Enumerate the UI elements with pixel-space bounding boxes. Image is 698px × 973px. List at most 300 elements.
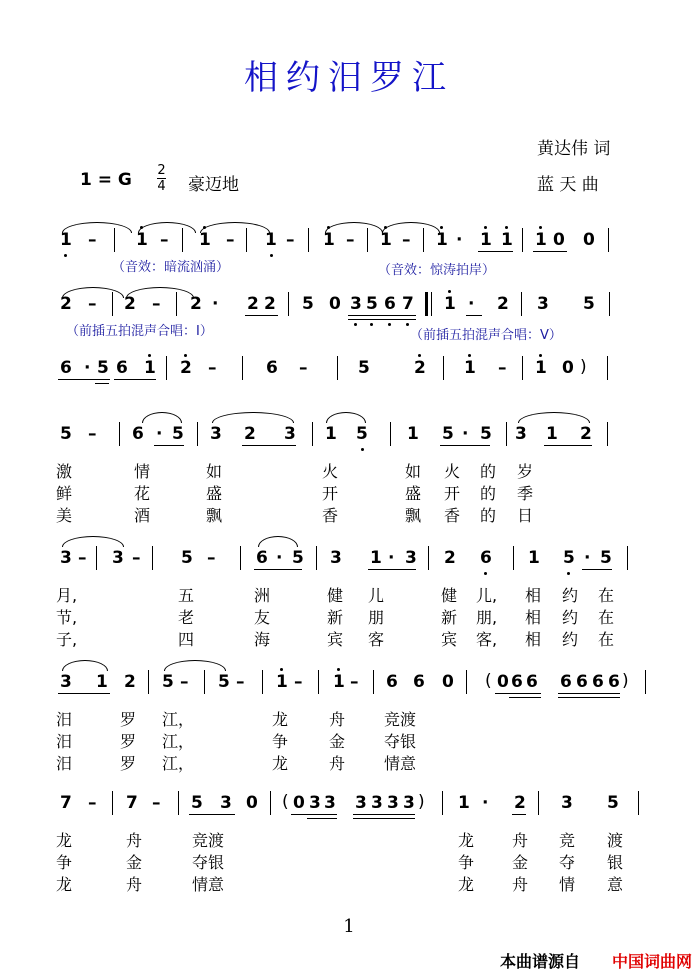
lyric: 如 (405, 462, 422, 481)
lyric: 夺银 (192, 853, 225, 872)
lyric: 渡 (607, 831, 624, 850)
lyric: 相 (525, 586, 542, 605)
slur (142, 412, 182, 423)
octave-dot (337, 668, 340, 671)
note: 1 (60, 230, 72, 250)
lyric: 舟 (329, 710, 346, 729)
lyric: 江， (162, 732, 195, 751)
note: 3 (324, 793, 336, 813)
note: – (88, 294, 97, 314)
barline (522, 228, 523, 252)
key-signature: 1 = G (80, 170, 132, 190)
annotation-chorus-1: （前插五拍混声合唱：Ⅰ） (66, 324, 213, 339)
lyric: 火 (444, 462, 461, 481)
barline (96, 546, 97, 570)
lyric: 竞 (559, 831, 576, 850)
barline (270, 791, 271, 815)
note: – (207, 548, 216, 568)
barline (152, 546, 153, 570)
lyric: 飘 (206, 506, 223, 525)
barline (337, 356, 338, 380)
note: – (88, 230, 97, 250)
tie (200, 222, 270, 233)
lyric: 友 (254, 608, 271, 627)
barline (627, 546, 628, 570)
octave-dot (370, 323, 373, 326)
lyric: 在 (598, 586, 615, 605)
note: 1 (333, 672, 345, 692)
lyric: 情意 (384, 754, 417, 773)
lyric: 的 (480, 506, 497, 525)
lyric: 舟 (126, 875, 143, 894)
lyric: 洲 (254, 586, 271, 605)
note: – (132, 548, 141, 568)
note: – (88, 793, 97, 813)
beam (509, 697, 541, 698)
note: 1 (407, 424, 419, 444)
lyric: 火 (322, 462, 339, 481)
note: – (78, 548, 87, 568)
octave-dot (388, 323, 391, 326)
lyric: 罗 (120, 732, 137, 751)
beam (348, 315, 416, 316)
note: 6 (480, 548, 492, 568)
lyric: 争 (458, 853, 475, 872)
lyric: 如 (206, 462, 223, 481)
slur (62, 660, 108, 671)
note: 6 (413, 672, 425, 692)
slur (258, 536, 298, 547)
octave-dot (484, 572, 487, 575)
octave-dot (539, 354, 542, 357)
note: 5 (218, 672, 230, 692)
note: 5 (181, 548, 193, 568)
note: 6 (526, 672, 538, 692)
lyric: 约 (562, 630, 579, 649)
tie (62, 536, 124, 547)
tie (164, 660, 226, 671)
note: 2 (190, 294, 202, 314)
barline (466, 670, 467, 694)
note: 7 (126, 793, 138, 813)
note: 1 (199, 230, 211, 250)
lyric: 龙 (458, 875, 475, 894)
note: 2 (180, 358, 192, 378)
page-title: 相约汨罗江 (244, 58, 454, 98)
beam (348, 319, 416, 320)
close-parenthesis: ) (622, 671, 629, 691)
lyric: 争 (56, 853, 73, 872)
slur (212, 412, 294, 423)
note: 5 (442, 424, 454, 444)
note: 1 (528, 548, 540, 568)
lyric: 健 (327, 586, 344, 605)
note: – (160, 230, 169, 250)
lyric: 老 (178, 608, 195, 627)
note: 2 (60, 294, 72, 314)
barline (316, 546, 317, 570)
note: 1 (276, 672, 288, 692)
beam (544, 445, 592, 446)
lyric: 花 (134, 484, 151, 503)
note: 2 (514, 793, 526, 813)
note: – (208, 358, 217, 378)
note: · (456, 230, 463, 250)
note: 3 (403, 793, 415, 813)
note: 0 (497, 672, 509, 692)
lyric: 的 (480, 484, 497, 503)
annotation-sound-effect-2: （音效：惊涛拍岸） (378, 263, 496, 278)
note: 1 (444, 294, 456, 314)
beam (466, 315, 482, 316)
lyric: 月, (56, 586, 78, 605)
tie (62, 287, 124, 298)
note: 2 (244, 424, 256, 444)
note: 5 (583, 294, 595, 314)
lyric: 竞渡 (384, 710, 417, 729)
lyric: 约 (562, 586, 579, 605)
octave-dot (539, 226, 542, 229)
octave-dot (354, 323, 357, 326)
note: 3 (112, 548, 124, 568)
note: – (180, 672, 189, 692)
note: · (84, 358, 91, 378)
lyric: 情 (559, 875, 576, 894)
note: 5 (366, 294, 378, 314)
tie (325, 222, 383, 233)
note: 5 (356, 424, 368, 444)
lyric: 龙 (272, 754, 289, 773)
lyric: 五 (178, 586, 195, 605)
note: 5 (607, 793, 619, 813)
tie (62, 222, 132, 233)
lyric: 汨 (56, 732, 73, 751)
lyric: 龙 (272, 710, 289, 729)
source-site-link[interactable]: 中国词曲网 (611, 952, 692, 971)
note: – (88, 424, 97, 444)
lyric: 岁 (517, 462, 534, 481)
note: 1 (501, 230, 513, 250)
beam (242, 445, 296, 446)
lyric: 酒 (134, 506, 151, 525)
lyric: 夺银 (384, 732, 417, 751)
lyric: 银 (607, 853, 624, 872)
lyric: 夺 (559, 853, 576, 872)
note: 2 (580, 424, 592, 444)
lyric: 开 (444, 484, 461, 503)
lyric: 新 (327, 608, 344, 627)
lyric: 汨 (56, 754, 73, 773)
annotation-sound-effect-1: （音效：暗流汹涌） (112, 260, 230, 275)
tie (138, 222, 196, 233)
note: – (402, 230, 411, 250)
lyric: 客 (368, 630, 385, 649)
octave-dot (203, 226, 206, 229)
page-number: 1 (343, 916, 355, 937)
note: 3 (330, 548, 342, 568)
barline (178, 791, 179, 815)
lyric: 相 (525, 630, 542, 649)
note: 0 (293, 793, 305, 813)
beam (558, 697, 620, 698)
note: 3 (60, 548, 72, 568)
note: 6 (576, 672, 588, 692)
lyric: 开 (322, 484, 339, 503)
note: 6 (608, 672, 620, 692)
lyric: 金 (512, 853, 529, 872)
barline (112, 791, 113, 815)
octave-dot (468, 354, 471, 357)
note: 3 (537, 294, 549, 314)
tie (126, 287, 194, 298)
note: 0 (442, 672, 454, 692)
barline (521, 292, 522, 316)
lyric: 飘 (405, 506, 422, 525)
note: 6 (266, 358, 278, 378)
lyric: 美 (56, 506, 73, 525)
barline (607, 356, 608, 380)
note: 0 (562, 358, 574, 378)
note: 5 (292, 548, 304, 568)
note: 0 (583, 230, 595, 250)
lyric: 汨 (56, 710, 73, 729)
barline (318, 670, 319, 694)
source-prefix: 本曲谱源自 (499, 952, 580, 971)
note: 6 (592, 672, 604, 692)
annotation-chorus-2: （前插五拍混声合唱：Ⅴ） (410, 328, 562, 343)
note: · (584, 548, 591, 568)
barline (312, 422, 313, 446)
beam (558, 693, 620, 694)
note: – (346, 230, 355, 250)
octave-dot (280, 668, 283, 671)
note: 2 (124, 672, 136, 692)
barline (308, 228, 309, 252)
note: 1 (265, 230, 277, 250)
note: – (152, 294, 161, 314)
octave-dot (406, 323, 409, 326)
barline (442, 791, 443, 815)
lyric: 激 (56, 462, 73, 481)
lyric: 儿, (476, 586, 498, 605)
note: · (276, 548, 283, 568)
note: 1 (464, 358, 476, 378)
note: · (468, 294, 475, 314)
composer-credit: 蓝 天 曲 (537, 175, 599, 195)
note: 5 (191, 793, 203, 813)
note: 1 (370, 548, 382, 568)
note: 5 (600, 548, 612, 568)
barline (373, 670, 374, 694)
note: 3 (371, 793, 383, 813)
lyric: 舟 (512, 831, 529, 850)
beam (512, 814, 526, 815)
lyric: 朋 (368, 608, 385, 627)
lyric: 新 (441, 608, 458, 627)
note: 1 (380, 230, 392, 250)
beam (291, 814, 337, 815)
note: · (212, 294, 219, 314)
note: 1 (535, 358, 547, 378)
lyric: 朋, (476, 608, 498, 627)
note: 0 (329, 294, 341, 314)
note: – (236, 672, 245, 692)
barline (204, 670, 205, 694)
note: 5 (172, 424, 184, 444)
lyric: 鲜 (56, 484, 73, 503)
beam (582, 569, 612, 570)
barline (262, 670, 263, 694)
note: 6 (386, 672, 398, 692)
note: 0 (553, 230, 565, 250)
beam (495, 693, 541, 694)
lyricist-credit: 黄达伟 词 (537, 139, 611, 159)
beam (254, 569, 302, 570)
barline (506, 422, 507, 446)
octave-dot (327, 226, 330, 229)
note: – (498, 358, 507, 378)
note: 1 (480, 230, 492, 250)
beam (368, 569, 416, 570)
barline (513, 546, 514, 570)
lyric: 日 (517, 506, 534, 525)
tie (382, 222, 440, 233)
octave-dot (418, 354, 421, 357)
open-parenthesis: ( (485, 671, 492, 691)
octave-dot (184, 354, 187, 357)
lyric: 节, (56, 608, 78, 627)
note: 1 (144, 358, 156, 378)
octave-dot (505, 226, 508, 229)
close-parenthesis: ) (580, 357, 587, 377)
note: 5 (358, 358, 370, 378)
lyric: 意 (607, 875, 624, 894)
barline (428, 546, 429, 570)
barline (522, 356, 523, 380)
note: · (156, 424, 163, 444)
lyric: 情意 (192, 875, 225, 894)
lyric: 的 (480, 462, 497, 481)
beam (95, 383, 109, 384)
note: 3 (387, 793, 399, 813)
lyric: 子, (56, 630, 78, 649)
lyric: 四 (178, 630, 195, 649)
barline (638, 791, 639, 815)
barline (240, 546, 241, 570)
lyric: 竞渡 (192, 831, 225, 850)
barline (538, 791, 539, 815)
note: 7 (60, 793, 72, 813)
repeat-barline (431, 292, 432, 316)
lyric: 盛 (206, 484, 223, 503)
note: 5 (563, 548, 575, 568)
octave-dot (484, 226, 487, 229)
note: 1 (458, 793, 470, 813)
barline (242, 356, 243, 380)
note: · (482, 793, 489, 813)
note: 6 (116, 358, 128, 378)
beam (478, 251, 513, 252)
beam (189, 814, 235, 815)
note: 3 (350, 294, 362, 314)
octave-dot (140, 226, 143, 229)
lyric: 龙 (56, 875, 73, 894)
lyric: 罗 (120, 710, 137, 729)
note: 3 (355, 793, 367, 813)
beam (307, 818, 337, 819)
lyric: 金 (329, 732, 346, 751)
lyric: 季 (517, 484, 534, 503)
lyric: 舟 (126, 831, 143, 850)
lyric: 盛 (405, 484, 422, 503)
octave-dot (148, 354, 151, 357)
note: 5 (97, 358, 109, 378)
beam (58, 693, 110, 694)
note: 2 (497, 294, 509, 314)
open-parenthesis: ( (282, 792, 289, 812)
lyric: 在 (598, 630, 615, 649)
barline (645, 670, 646, 694)
beam (353, 818, 415, 819)
barline (607, 422, 608, 446)
lyric: 健 (441, 586, 458, 605)
barline (119, 422, 120, 446)
note: 1 (96, 672, 108, 692)
lyric: 约 (562, 608, 579, 627)
beam (114, 379, 156, 380)
lyric: 儿 (368, 586, 385, 605)
lyric: 争 (272, 732, 289, 751)
note: 3 (309, 793, 321, 813)
octave-dot (384, 226, 387, 229)
barline (197, 422, 198, 446)
note: 0 (246, 793, 258, 813)
repeat-barline (425, 292, 428, 316)
note: – (226, 230, 235, 250)
lyric: 情 (134, 462, 151, 481)
note: 6 (256, 548, 268, 568)
lyric: 金 (126, 853, 143, 872)
octave-dot (448, 290, 451, 293)
note: 5 (60, 424, 72, 444)
barline (443, 356, 444, 380)
lyric: 海 (254, 630, 271, 649)
note: – (152, 793, 161, 813)
note: – (299, 358, 308, 378)
note: · (388, 548, 395, 568)
barline (609, 292, 610, 316)
beam (154, 445, 184, 446)
note: 2 (247, 294, 259, 314)
beam (58, 379, 110, 380)
lyric: 罗 (120, 754, 137, 773)
tempo-marking: 豪迈地 (188, 175, 239, 195)
note: 1 (323, 230, 335, 250)
lyric: 香 (444, 506, 461, 525)
close-parenthesis: ) (418, 792, 425, 812)
note: 3 (515, 424, 527, 444)
lyric: 在 (598, 608, 615, 627)
note: 1 (325, 424, 337, 444)
slur (326, 412, 366, 423)
note: 3 (220, 793, 232, 813)
note: 6 (132, 424, 144, 444)
lyric: 龙 (458, 831, 475, 850)
note: 7 (402, 294, 414, 314)
lyric: 舟 (329, 754, 346, 773)
note: 1 (535, 230, 547, 250)
note: 6 (560, 672, 572, 692)
